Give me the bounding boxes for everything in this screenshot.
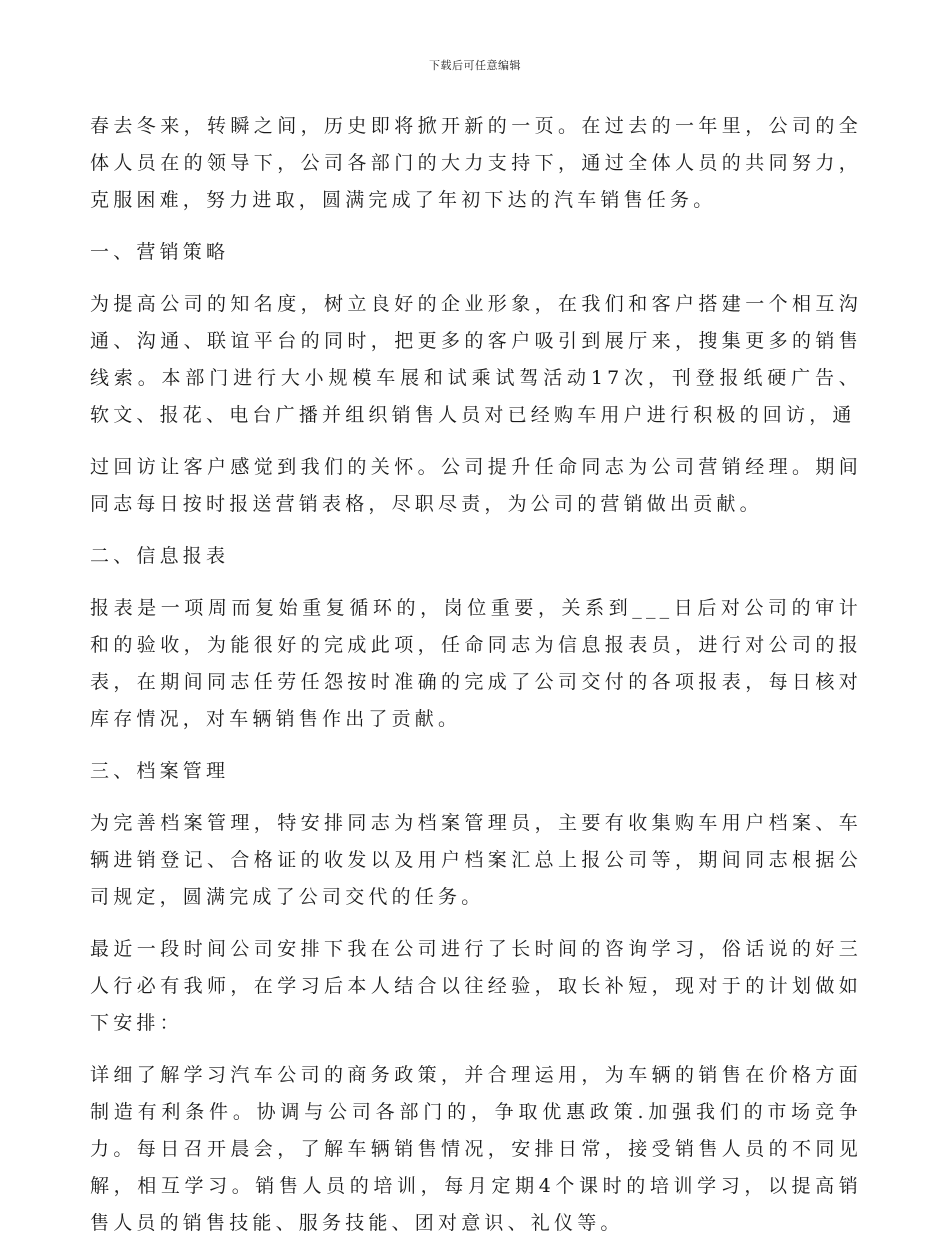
intro-paragraph: 春去冬来，转瞬之间，历史即将掀开新的一页。在过去的一年里，公司的全体人员在的领导下，公司各部门的大力支持下，通过全体人员的共同努力，克服困难，努力进取，圆满完成了年初下达的汽车销售任务。 — [90, 115, 862, 211]
study-paragraph: 最近一段时间公司安排下我在公司进行了长时间的咨询学习，俗话说的好三人行必有我师，在学习后本人结合以往经验，取长补短，现对于的计划做如下安排： — [90, 938, 862, 1034]
reports-paragraph: 报表是一项周而复始重复循环的，岗位重要，关系到___日后对公司的审计和的验收，为能很好的完成此项，任命同志为信息报表员，进行对公司的报表，在期间同志任劳任怨按时准确的完成了公司交付的各项报表，每日核对库存情况，对车辆销售作出了贡献。 — [90, 597, 862, 730]
marketing-paragraph-continued: 过回访让客户感觉到我们的关怀。公司提升任命同志为公司营销经理。期间同志每日按时报送营销表格，尽职尽责，为公司的营销做出贡献。 — [90, 456, 862, 515]
section-heading-reports: 二、信息报表 — [90, 545, 230, 567]
document-body — [90, 108, 862, 1257]
plan-paragraph: 详细了解学习汽车公司的商务政策，并合理运用，为车辆的销售在价格方面制造有利条件。协调与公司各部门的，争取优惠政策.加强我们的市场竞争力。每日召开晨会，了解车辆销售情况，安排日常，接受销售人员的不同见解，相互学习。销售人员的培训，每月定期4个课时的培训学习，以提高销售人员的销售技能、服务技能、团对意识、礼仪等。 — [90, 1064, 862, 1234]
archives-paragraph: 为完善档案管理，特安排同志为档案管理员，主要有收集购车用户档案、车辆进销登记、合格证的收发以及用户档案汇总上报公司等，期间同志根据公司规定，圆满完成了公司交代的任务。 — [90, 812, 862, 908]
section-heading-archives: 三、档案管理 — [90, 760, 230, 782]
page-header: 下载后可任意编辑 — [429, 59, 521, 72]
section-heading-marketing: 一、营销策略 — [90, 241, 230, 263]
marketing-paragraph: 为提高公司的知名度，树立良好的企业形象，在我们和客户搭建一个相互沟通、沟通、联谊平台的同时，把更多的客户吸引到展厅来，搜集更多的销售线索。本部门进行大小规模车展和试乘试驾活动17次，刊登报纸硬广告、软文、报花、电台广播并组织销售人员对已经购车用户进行积极的回访，通 — [90, 293, 862, 426]
